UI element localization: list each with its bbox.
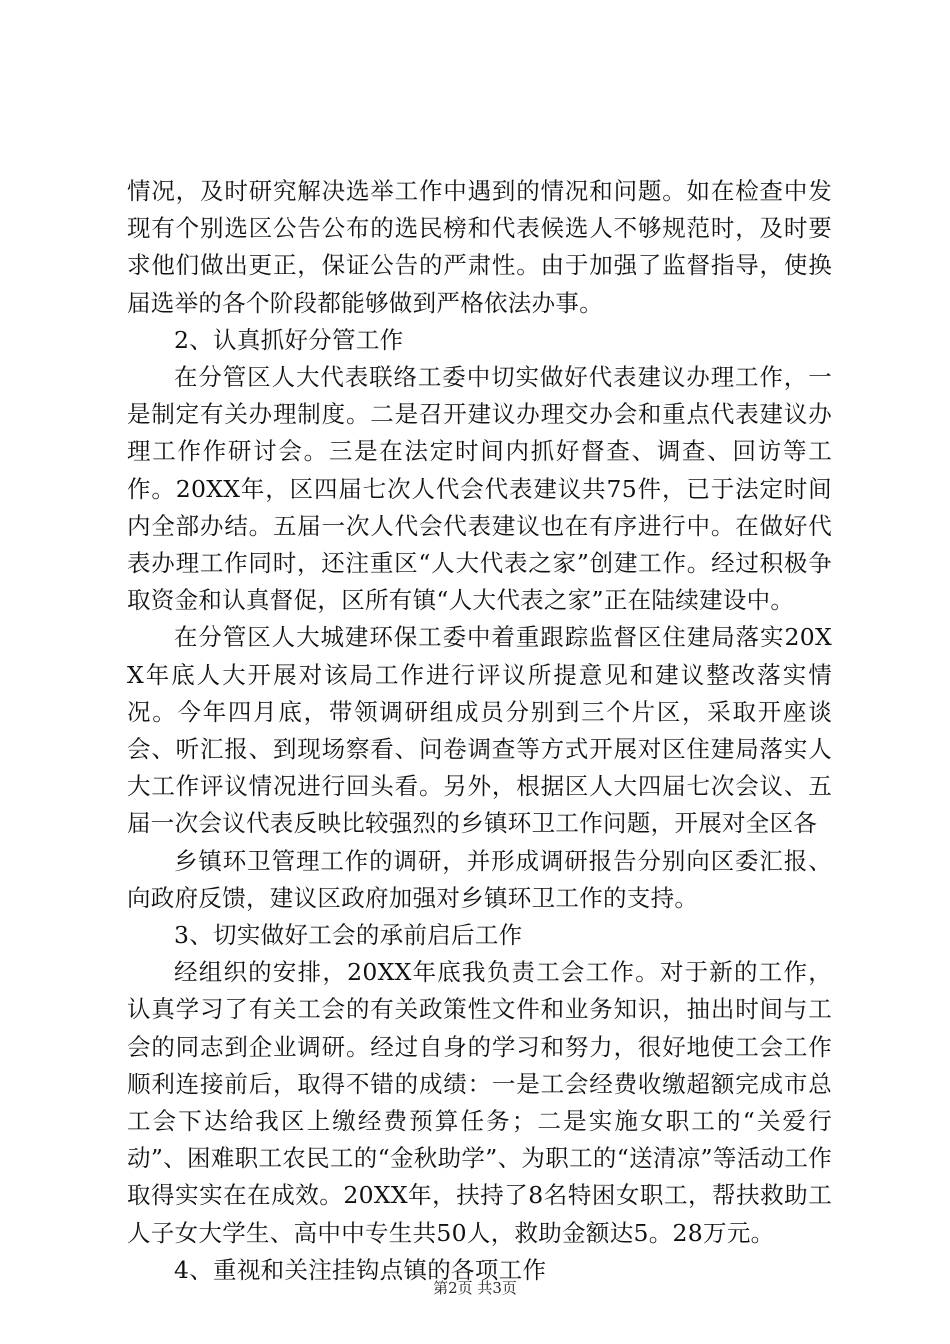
paragraph-trade-union: 经组织的安排，20XX年底我负责工会工作。对于新的工作，认真学习了有关工会的有关政策性文件和业务知识，抽出时间与工会的同志到企业调研。经过自身的学习和努力，很好地使工会工作顺利连接前后，取得不错的成绩：一是工会经费收缴超额完成市总工会下达给我区上缴经费预算任务；二是实施女职工的“关爱行动”、困难职工农民工的“金秋助学”、为职工的“送清凉”等活动工作取得实实在在成效。20XX年，扶持了8名特困女职工，帮扶救助工人子女大学生、高中中专生共50人，救助金额达5。28万元。 [127,958,832,1247]
paragraph-sanitation-research: 乡镇环卫管理工作的调研，并形成调研报告分别向区委汇报、向政府反馈，建议区政府加强对乡镇环卫工作的支持。 [127,846,832,912]
section-heading-3: 3、切实做好工会的承前启后工作 [174,921,523,950]
section-heading-4: 4、重视和关注挂钩点镇的各项工作 [174,1255,547,1284]
paragraph-urban-construction: 在分管区人大城建环保工委中着重跟踪监督区住建局落实20XX年底人大开展对该局工作进行评议所提意见和建议整改落实情况。今年四月底，带领调研组成员分别到三个片区，采取开座谈会、听汇报、到现场察看、问卷调查等方式开展对区住建局落实人大工作评议情况进行回头看。另外，根据区人大四届七次会议、五届一次会议代表反映比较强烈的乡镇环卫工作问题，开展对全区各 [127,623,832,838]
document-body [127,173,832,1289]
paragraph-representative-liaison: 在分管区人大代表联络工委中切实做好代表建议办理工作，一是制定有关办理制度。二是召开建议办理交办会和重点代表建议办理工作作研讨会。三是在法定时间内抓好督查、调查、回访等工作。20XX年，区四届七次人代会代表建议共75件，已于法定时间内全部办结。五届一次人代会代表建议也在有序进行中。在做好代表办理工作同时，还注重区“人大代表之家”创建工作。经过积极争取资金和认真督促，区所有镇“人大代表之家”正在陆续建设中。 [127,363,832,615]
paragraph-election-summary: 情况，及时研究解决选举工作中遇到的情况和问题。如在检查中发现有个别选区公告公布的选民榜和代表候选人不够规范时，及时要求他们做出更正，保证公告的严肃性。由于加强了监督指导，使换届选举的各个阶段都能够做到严格依法办事。 [127,177,832,317]
page-footer: 第2页 共3页 [433,1279,517,1297]
section-heading-2: 2、认真抓好分管工作 [174,325,404,354]
